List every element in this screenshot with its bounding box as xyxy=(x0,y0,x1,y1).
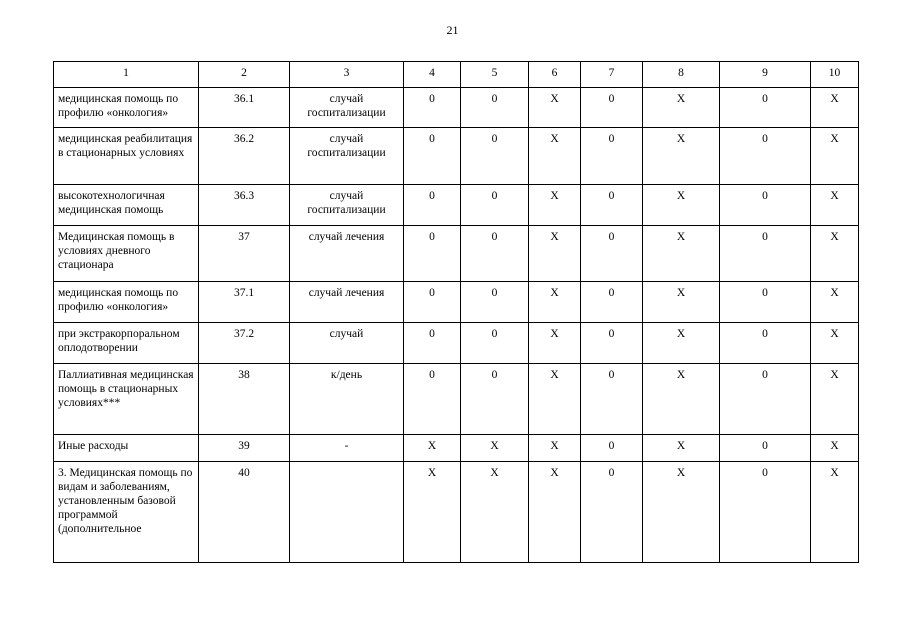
value-cell-col-10: Х xyxy=(811,462,859,563)
table-header-row xyxy=(54,62,859,88)
value-cell-col-6: Х xyxy=(529,364,581,435)
value-cell-col-8: Х xyxy=(643,128,720,185)
value-cell-col-9: 0 xyxy=(720,323,811,364)
value-cell-col-9: 0 xyxy=(720,185,811,226)
value-cell-col-6: Х xyxy=(529,435,581,462)
column-header-8: 8 xyxy=(643,62,720,88)
row-name-cell: 3. Медицинская помощь по видам и заболеваниям, установленным базовой программой (дополнительное xyxy=(54,462,199,563)
row-name-cell: медицинская реабилитация в стационарных условиях xyxy=(54,128,199,185)
data-table xyxy=(53,61,859,563)
value-cell-col-6: Х xyxy=(529,282,581,323)
value-cell-col-9: 0 xyxy=(720,282,811,323)
value-cell-col-4: 0 xyxy=(404,185,461,226)
table-body xyxy=(54,88,859,563)
value-cell-col-5: 0 xyxy=(461,226,529,282)
value-cell-col-10: Х xyxy=(811,282,859,323)
value-cell-col-7: 0 xyxy=(581,323,643,364)
row-name-cell: медицинская помощь по профилю «онкология» xyxy=(54,282,199,323)
value-cell-col-8: Х xyxy=(643,435,720,462)
value-cell-col-9: 0 xyxy=(720,88,811,128)
unit-cell xyxy=(290,462,404,563)
row-name-cell: при экстракорпоральном оплодотворении xyxy=(54,323,199,364)
value-cell-col-9: 0 xyxy=(720,435,811,462)
unit-cell: случай госпитализации xyxy=(290,185,404,226)
value-cell-col-6: Х xyxy=(529,323,581,364)
value-cell-col-10: Х xyxy=(811,435,859,462)
row-code-cell: 38 xyxy=(199,364,290,435)
value-cell-col-7: 0 xyxy=(581,88,643,128)
column-header-6: 6 xyxy=(529,62,581,88)
value-cell-col-5: 0 xyxy=(461,185,529,226)
row-name-cell: Паллиативная медицинская помощь в стационарных условиях*** xyxy=(54,364,199,435)
column-header-1: 1 xyxy=(54,62,199,88)
value-cell-col-5: 0 xyxy=(461,88,529,128)
value-cell-col-8: Х xyxy=(643,323,720,364)
value-cell-col-4: Х xyxy=(404,462,461,563)
unit-cell: к/день xyxy=(290,364,404,435)
value-cell-col-7: 0 xyxy=(581,226,643,282)
value-cell-col-6: Х xyxy=(529,462,581,563)
row-code-cell: 39 xyxy=(199,435,290,462)
value-cell-col-4: 0 xyxy=(404,323,461,364)
value-cell-col-7: 0 xyxy=(581,364,643,435)
table-row xyxy=(54,282,859,323)
value-cell-col-5: 0 xyxy=(461,364,529,435)
table-row xyxy=(54,185,859,226)
value-cell-col-6: Х xyxy=(529,128,581,185)
value-cell-col-4: 0 xyxy=(404,282,461,323)
unit-cell: случай лечения xyxy=(290,226,404,282)
value-cell-col-9: 0 xyxy=(720,128,811,185)
row-name-cell: Медицинская помощь в условиях дневного стационара xyxy=(54,226,199,282)
value-cell-col-8: Х xyxy=(643,462,720,563)
column-header-10: 10 xyxy=(811,62,859,88)
value-cell-col-8: Х xyxy=(643,226,720,282)
value-cell-col-6: Х xyxy=(529,88,581,128)
value-cell-col-10: Х xyxy=(811,364,859,435)
row-name-cell: высокотехнологичная медицинская помощь xyxy=(54,185,199,226)
table-row xyxy=(54,435,859,462)
unit-cell: - xyxy=(290,435,404,462)
unit-cell: случай xyxy=(290,323,404,364)
value-cell-col-5: Х xyxy=(461,462,529,563)
value-cell-col-4: 0 xyxy=(404,88,461,128)
table-row xyxy=(54,88,859,128)
table-row xyxy=(54,128,859,185)
value-cell-col-5: 0 xyxy=(461,128,529,185)
table-row xyxy=(54,364,859,435)
row-code-cell: 37.2 xyxy=(199,323,290,364)
column-header-3: 3 xyxy=(290,62,404,88)
value-cell-col-7: 0 xyxy=(581,462,643,563)
value-cell-col-8: Х xyxy=(643,364,720,435)
unit-cell: случай госпитализации xyxy=(290,128,404,185)
value-cell-col-8: Х xyxy=(643,282,720,323)
value-cell-col-5: 0 xyxy=(461,323,529,364)
table-row xyxy=(54,226,859,282)
value-cell-col-8: Х xyxy=(643,185,720,226)
row-code-cell: 36.1 xyxy=(199,88,290,128)
value-cell-col-10: Х xyxy=(811,323,859,364)
column-header-2: 2 xyxy=(199,62,290,88)
page-number: 21 xyxy=(446,23,459,37)
row-code-cell: 36.3 xyxy=(199,185,290,226)
value-cell-col-7: 0 xyxy=(581,185,643,226)
row-code-cell: 37.1 xyxy=(199,282,290,323)
row-code-cell: 40 xyxy=(199,462,290,563)
value-cell-col-6: Х xyxy=(529,226,581,282)
column-header-9: 9 xyxy=(720,62,811,88)
value-cell-col-10: Х xyxy=(811,226,859,282)
value-cell-col-8: Х xyxy=(643,88,720,128)
value-cell-col-4: Х xyxy=(404,435,461,462)
unit-cell: случай госпитализации xyxy=(290,88,404,128)
value-cell-col-5: 0 xyxy=(461,282,529,323)
unit-cell: случай лечения xyxy=(290,282,404,323)
column-header-4: 4 xyxy=(404,62,461,88)
row-code-cell: 36.2 xyxy=(199,128,290,185)
row-name-cell: медицинская помощь по профилю «онкология» xyxy=(54,88,199,128)
value-cell-col-7: 0 xyxy=(581,282,643,323)
table-row xyxy=(54,462,859,563)
value-cell-col-9: 0 xyxy=(720,364,811,435)
value-cell-col-4: 0 xyxy=(404,364,461,435)
value-cell-col-7: 0 xyxy=(581,128,643,185)
row-code-cell: 37 xyxy=(199,226,290,282)
value-cell-col-7: 0 xyxy=(581,435,643,462)
value-cell-col-5: Х xyxy=(461,435,529,462)
value-cell-col-10: Х xyxy=(811,88,859,128)
value-cell-col-4: 0 xyxy=(404,128,461,185)
value-cell-col-6: Х xyxy=(529,185,581,226)
column-header-7: 7 xyxy=(581,62,643,88)
value-cell-col-9: 0 xyxy=(720,226,811,282)
column-header-5: 5 xyxy=(461,62,529,88)
row-name-cell: Иные расходы xyxy=(54,435,199,462)
value-cell-col-4: 0 xyxy=(404,226,461,282)
value-cell-col-9: 0 xyxy=(720,462,811,563)
value-cell-col-10: Х xyxy=(811,185,859,226)
table-row xyxy=(54,323,859,364)
value-cell-col-10: Х xyxy=(811,128,859,185)
